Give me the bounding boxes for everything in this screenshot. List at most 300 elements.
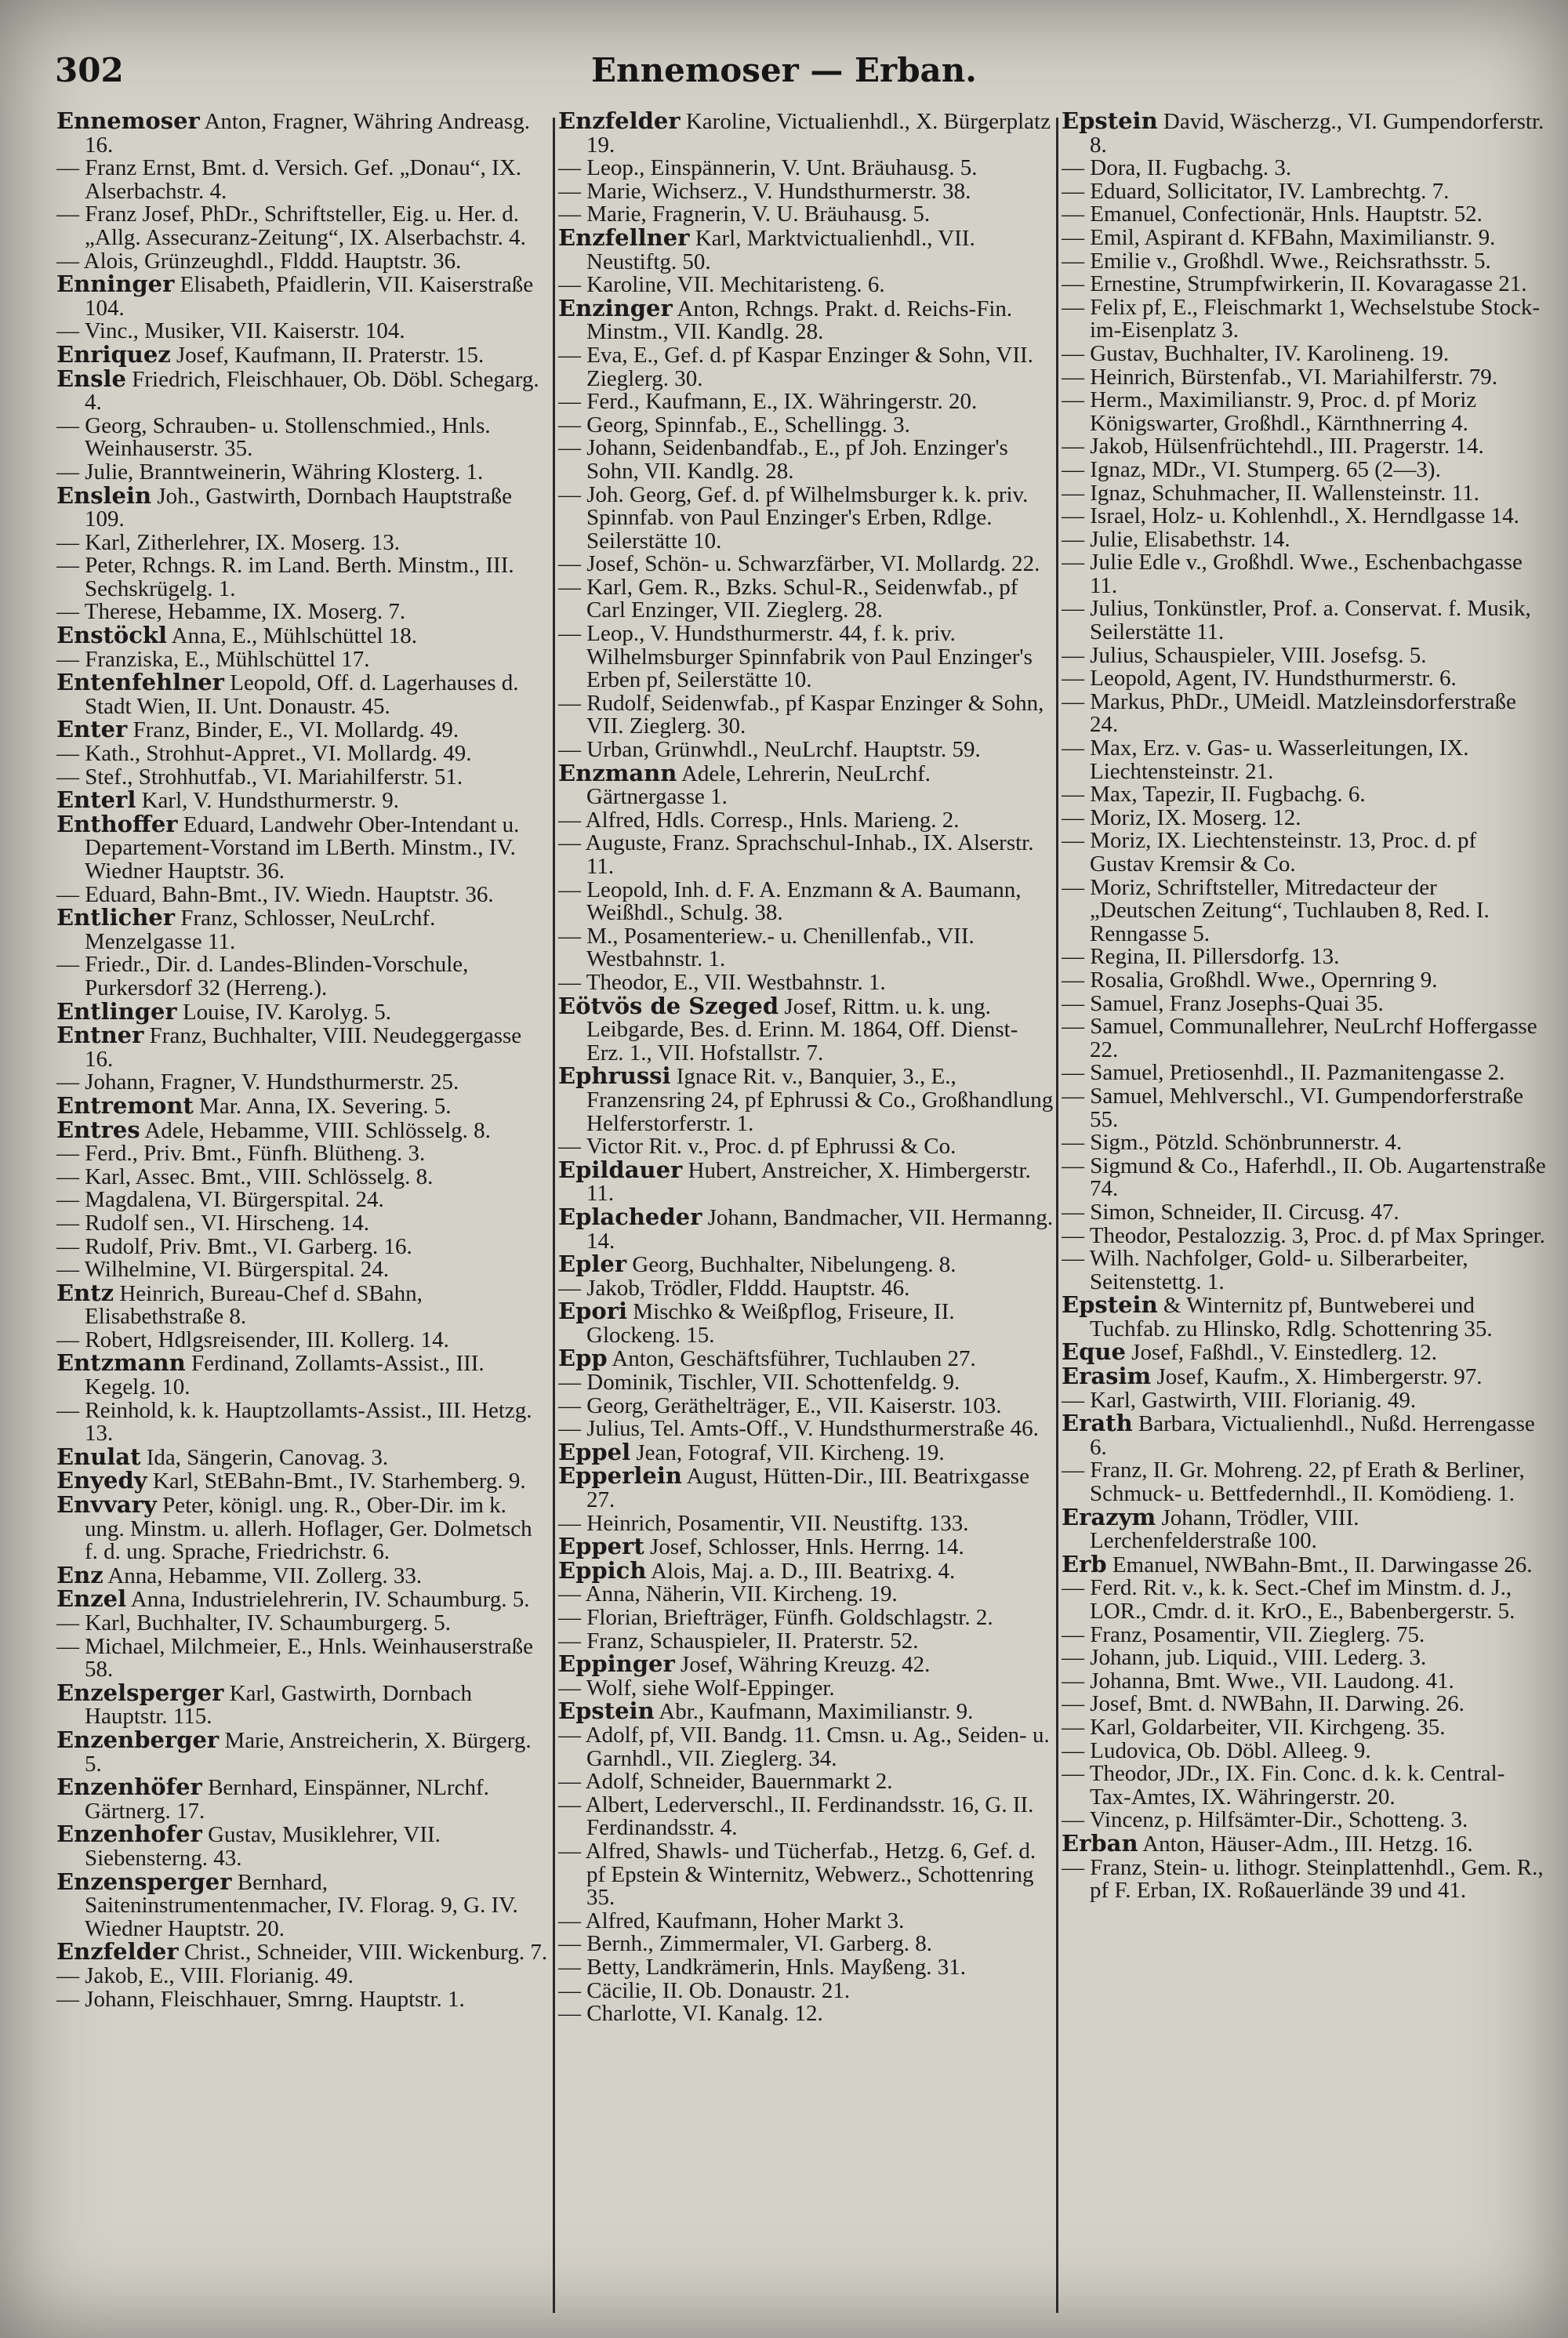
entry-text: — Karl, Assec. Bmt., VIII. Schlösselg. 8. xyxy=(56,1164,434,1189)
directory-entry xyxy=(56,1258,550,1282)
entry-text: — Josef, Bmt. d. NWBahn, II. Darwing. 26. xyxy=(1062,1691,1465,1717)
running-head: Ennemoser — Erban. xyxy=(591,51,977,89)
directory-entry xyxy=(56,1868,550,1941)
directory-entry xyxy=(558,623,1054,692)
entry-text: — Johann, Seidenbandfab., E., pf Joh. Enzinger's Sohn, VII. Kandlg. 28. xyxy=(558,435,1008,484)
entry-text: — Betty, Landkrämerin, Hnls. Mayßeng. 31. xyxy=(558,1954,967,1980)
directory-entry xyxy=(56,1443,550,1470)
directory-entry xyxy=(56,881,550,907)
directory-entry xyxy=(1062,597,1546,644)
column-rule xyxy=(553,118,555,2313)
entry-text: — Wolf, siehe Wolf-Eppinger. xyxy=(558,1675,835,1701)
directory-entry xyxy=(1062,1131,1546,1155)
entry-text: — Bernh., Zimmermaler, VI. Garberg. 8. xyxy=(558,1931,932,1957)
entry-text: Adele, Lehrerin, NeuLrchf. Gärtnergasse 1. xyxy=(586,761,931,810)
directory-entry xyxy=(558,1135,1054,1159)
surname-heading: Enzelsperger xyxy=(56,1679,224,1706)
directory-entry xyxy=(56,1988,550,2012)
surname-heading: Erazym xyxy=(1062,1503,1156,1530)
entry-text: Anton, Häuser-Adm., III. Hetzg. 16. xyxy=(1138,1831,1473,1857)
entry-text: — Julius, Schauspieler, VIII. Josefsg. 5. xyxy=(1062,642,1427,668)
entry-text: Karl, Gastwirth, Dornbach Hauptstr. 115. xyxy=(85,1680,472,1730)
surname-heading: Epori xyxy=(558,1298,628,1325)
entry-text: — Johann, Fragner, V. Hundsthurmerstr. 25. xyxy=(56,1069,459,1095)
entry-text: — Julie Edle v., Großhdl. Wwe., Eschenbachgasse 11. xyxy=(1062,550,1523,598)
directory-entry xyxy=(1062,551,1546,597)
entry-text: — Moriz, IX. Liechtensteinstr. 13, Proc. d. pf Gustav Kremsir & Co. xyxy=(1062,828,1477,877)
entry-text: — Julie, Elisabethstr. 14. xyxy=(1062,526,1290,552)
surname-heading: Enninger xyxy=(56,270,175,298)
directory-entry xyxy=(1062,250,1546,274)
directory-entry xyxy=(56,1233,550,1259)
entry-text: — Rudolf, Priv. Bmt., VI. Garberg. 16. xyxy=(56,1233,412,1259)
entry-text: — Kath., Strohhut-Appret., VI. Mollardg. 49. xyxy=(56,741,472,767)
entry-text: David, Wäscherzg., VI. Gumpendorferstr. 8. xyxy=(1090,110,1544,158)
entry-text: Eduard, Landwehr Ober-Intendant u. Departement-Vorstand im LBerth. Minstm., IV. Wiedner Hauptstr. 36. xyxy=(85,811,520,884)
entry-text: — Heinrich, Bürstenfab., VI. Mariahilferstr. 79. xyxy=(1062,364,1497,390)
entry-text: — Anna, Näherin, VII. Kircheng. 19. xyxy=(558,1581,898,1607)
directory-entry xyxy=(558,1556,1054,1584)
entry-text: Elisabeth, Pfaidlerin, VII. Kaiserstraße 104. xyxy=(85,272,534,321)
column-left xyxy=(56,110,550,2329)
directory-entry xyxy=(1062,1222,1546,1248)
entry-text: Marie, Anstreicherin, X. Bürgerg. 5. xyxy=(85,1727,532,1777)
directory-entry xyxy=(558,759,1054,810)
entry-text: — Ignaz, Schuhmacher, II. Wallensteinstr. 11. xyxy=(1062,480,1479,506)
directory-entry xyxy=(56,1397,550,1447)
directory-entry xyxy=(1062,157,1546,180)
entry-text: — Emanuel, Confectionär, Hnls. Hauptstr. 52. xyxy=(1062,201,1483,227)
entry-text: — Alfred, Kaufmann, Hoher Markt 3. xyxy=(558,1908,905,1933)
surname-heading: Erath xyxy=(1062,1410,1133,1437)
surname-heading: Enzfellner xyxy=(558,223,690,251)
entry-text: — Julius, Tel. Amts-Off., V. Hundsthurmerstraße 46. xyxy=(558,1416,1039,1442)
directory-entry xyxy=(1062,224,1546,250)
entry-text: — Ignaz, MDr., VI. Stumperg. 65 (2—3). xyxy=(1062,456,1441,482)
entry-text: — Florian, Briefträger, Fünfh. Goldschlagstr. 2. xyxy=(558,1605,993,1630)
directory-entry xyxy=(56,529,550,555)
entry-text: — Franziska, E., Mühlschüttel 17. xyxy=(56,646,370,672)
directory-entry xyxy=(1062,1155,1546,1201)
directory-entry xyxy=(558,2002,1054,2026)
entry-text: — Leop., Einspännerin, V. Unt. Bräuhausg. 5. xyxy=(558,155,978,181)
directory-entry xyxy=(558,992,1054,1066)
directory-entry xyxy=(1062,737,1546,783)
directory-entry xyxy=(558,1392,1054,1418)
directory-entry xyxy=(558,1156,1054,1207)
surname-heading: Eppert xyxy=(558,1533,644,1560)
directory-entry xyxy=(558,1650,1054,1678)
directory-entry xyxy=(56,953,550,1000)
directory-entry xyxy=(56,1071,550,1095)
directory-entry xyxy=(558,203,1054,227)
surname-heading: Enslein xyxy=(56,481,152,509)
surname-heading: Enulat xyxy=(56,1443,141,1470)
directory-entry xyxy=(558,832,1054,878)
directory-entry xyxy=(56,1349,550,1400)
directory-entry xyxy=(558,1910,1054,1933)
entry-text: Bernhard, Einspänner, NLrchf. Gärtnerg. 17. xyxy=(85,1775,489,1824)
entry-text: — Samuel, Franz Josephs-Quai 35. xyxy=(1062,990,1384,1016)
entry-text: — Joh. Georg, Gef. d. pf Wilhelmsburger k. k. priv. Spinnfab. von Paul Enzinger's Erben, Rdlge. Seilerstätte 10. xyxy=(558,481,1029,554)
directory-entry xyxy=(1062,1693,1546,1716)
entry-text: Joh., Gastwirth, Dornbach Hauptstraße 109. xyxy=(85,483,512,532)
directory-entry xyxy=(1062,296,1546,343)
entry-text: — Urban, Grünwhdl., NeuLrchf. Hauptstr. 59. xyxy=(558,737,981,763)
entry-text: Karl, Marktvictualienhdl., VII. Neustiftg. 50. xyxy=(586,225,975,274)
surname-heading: Epstein xyxy=(558,1697,655,1725)
entry-text: — Ludovica, Ob. Döbl. Alleeg. 9. xyxy=(1062,1737,1371,1763)
directory-entry xyxy=(558,1371,1054,1395)
entry-text: — Jakob, E., VIII. Florianig. 49. xyxy=(56,1962,354,1988)
entry-text: — Eduard, Sollicitator, IV. Lambrechtg. 7. xyxy=(1062,178,1450,204)
directory-entry xyxy=(56,1823,550,1870)
directory-entry xyxy=(56,412,550,462)
entry-text: — Albert, Lederverschl., II. Ferdinandsstr. 16, G. II. Ferdinandsstr. 4. xyxy=(558,1792,1034,1841)
directory-entry xyxy=(56,1116,550,1143)
entry-text: — Gustav, Buchhalter, IV. Karolineng. 19. xyxy=(1062,340,1450,366)
directory-entry xyxy=(1062,1459,1546,1505)
entry-text: — Markus, PhDr., UMeidl. Matzleinsdorferstraße 24. xyxy=(1062,688,1516,738)
entry-text: Leopold, Off. d. Lagerhauses d. Stadt Wien, II. Unt. Donaustr. 45. xyxy=(85,670,519,719)
entry-text: Heinrich, Bureau-Chef d. SBahn, Elisabethstraße 8. xyxy=(85,1280,423,1330)
directory-entry xyxy=(56,648,550,672)
directory-entry xyxy=(1062,505,1546,528)
entry-text: Josef, Faßhdl., V. Einstedlerg. 12. xyxy=(1125,1340,1438,1366)
directory-entry xyxy=(56,1189,550,1212)
entry-text: — Samuel, Pretiosenhdl., II. Pazmanitengasse 2. xyxy=(1062,1060,1505,1086)
surname-heading: Entlicher xyxy=(56,904,176,931)
entry-text: — Regina, II. Pillersdorfg. 13. xyxy=(1062,944,1340,970)
entry-text: Anton, Geschäftsführer, Tuchlauben 27. xyxy=(607,1346,976,1372)
surname-heading: Enstöckl xyxy=(56,622,168,649)
surname-heading: Enterl xyxy=(56,786,136,814)
directory-entry xyxy=(56,1726,550,1777)
directory-entry xyxy=(558,1956,1054,1980)
entry-text: — Charlotte, VI. Kanalg. 12. xyxy=(558,2001,823,2027)
directory-entry xyxy=(558,1933,1054,1956)
surname-heading: Epler xyxy=(558,1251,627,1278)
entry-text: Christ., Schneider, VIII. Wickenburg. 7. xyxy=(178,1940,548,1966)
directory-entry xyxy=(558,879,1054,925)
entry-text: Ferdinand, Zollamts-Assist., III. Kegelg. 10. xyxy=(85,1351,485,1400)
directory-entry xyxy=(56,1962,550,1988)
surname-heading: Enzensperger xyxy=(56,1868,232,1895)
directory-entry xyxy=(1062,990,1546,1016)
entry-text: — Johann, jub. Liquid., VIII. Lederg. 3. xyxy=(1062,1645,1427,1671)
entry-text: Alois, Maj. a. D., III. Beatrixg. 4. xyxy=(646,1558,956,1584)
surname-heading: Enzel xyxy=(56,1585,127,1613)
directory-entry xyxy=(56,554,550,601)
entry-text: Anna, E., Mühlschüttel 18. xyxy=(167,623,418,649)
directory-entry xyxy=(558,1203,1054,1254)
surname-heading: Ennemoser xyxy=(56,110,200,134)
directory-entry xyxy=(56,157,550,203)
directory-entry xyxy=(1062,1412,1546,1459)
entry-text: — Adolf, Schneider, Bauernmarkt 2. xyxy=(558,1769,893,1795)
surname-heading: Entz xyxy=(56,1279,114,1306)
directory-entry xyxy=(558,1794,1054,1840)
entry-text: — Dora, II. Fugbachg. 3. xyxy=(1062,155,1292,181)
directory-entry xyxy=(1062,1550,1546,1577)
entry-text: Friedrich, Fleischhauer, Ob. Döbl. Schegarg. 4. xyxy=(85,366,539,416)
directory-entry xyxy=(558,576,1054,623)
entry-text: — Theodor, Pestalozzig. 3, Proc. d. pf Max Springer. xyxy=(1062,1222,1545,1248)
directory-entry xyxy=(1062,644,1546,668)
directory-entry xyxy=(1062,389,1546,435)
directory-entry xyxy=(1062,1763,1546,1809)
entry-text: — Adolf, pf, VII. Bandg. 11. Cmsn. u. Ag., Seiden- u. Garnhdl., VII. Zieglerg. 34. xyxy=(558,1722,1050,1771)
entry-text: Barbara, Victualienhdl., Nußd. Herrengasse 6. xyxy=(1090,1411,1535,1460)
entry-text: Anton, Rchngs. Prakt. d. Reichs-Fin. Minstm., VII. Kandlg. 28. xyxy=(586,296,1013,345)
surname-heading: Erasim xyxy=(1062,1363,1152,1390)
directory-entry xyxy=(558,1347,1054,1371)
entry-text: — Therese, Hebamme, IX. Moserg. 7. xyxy=(56,599,406,625)
directory-entry xyxy=(558,1606,1054,1630)
directory-entry xyxy=(558,1770,1054,1794)
entry-text: — Karl, Buchhalter, IV. Schaumburgerg. 5. xyxy=(56,1610,452,1636)
column-rule xyxy=(1056,118,1058,2313)
directory-entry xyxy=(56,1279,550,1330)
directory-entry xyxy=(1062,1646,1546,1670)
directory-entry xyxy=(558,809,1054,833)
directory-entry xyxy=(56,671,550,718)
directory-entry xyxy=(558,1462,1054,1513)
entry-text: Josef, Schlosser, Hnls. Herrng. 14. xyxy=(644,1534,964,1560)
surname-heading: Eötvös de Szeged xyxy=(558,992,779,1019)
entry-text: Franz, Buchhalter, VIII. Neudeggergasse 16. xyxy=(85,1023,522,1072)
directory-entry xyxy=(558,223,1054,274)
entry-text: — Auguste, Franz. Sprachschul-Inhab., IX. Alserstr. 11. xyxy=(558,830,1034,879)
directory-entry xyxy=(558,925,1054,971)
directory-entry xyxy=(56,365,550,416)
entry-text: — Jakob, Trödler, Flddd. Hauptstr. 46. xyxy=(558,1275,910,1301)
directory-entry xyxy=(56,1469,550,1494)
surname-heading: Erban xyxy=(1062,1829,1138,1857)
entry-text: — Karoline, VII. Mechitaristeng. 6. xyxy=(558,272,885,298)
entry-text: Anna, Industrielehrerin, IV. Schaumburg. 5. xyxy=(126,1587,530,1613)
directory-entry xyxy=(1062,456,1546,482)
directory-entry xyxy=(558,1630,1054,1654)
entry-text: — Max, Tapezir, II. Fugbachg. 6. xyxy=(1062,782,1366,808)
directory-entry xyxy=(56,203,550,249)
entry-text: — Ferd., Kaufmann, E., IX. Währingerstr. 20. xyxy=(558,389,978,415)
surname-heading: Entenfehlner xyxy=(56,669,224,696)
entry-text: — Georg, Schrauben- u. Stollenschmied., Hnls. Weinhauserstr. 35. xyxy=(56,412,491,462)
entry-text: — Max, Erz. v. Gas- u. Wasserleitungen, IX. Liechtensteinstr. 21. xyxy=(1062,735,1469,784)
directory-entry xyxy=(1062,1829,1546,1857)
directory-entry xyxy=(56,786,550,814)
directory-entry xyxy=(1062,1015,1546,1062)
directory-entry xyxy=(558,1438,1054,1465)
entry-text: Josef, Kaufmann, II. Praterstr. 15. xyxy=(170,342,485,368)
surname-heading: Epp xyxy=(558,1345,608,1372)
entry-text: — Karl, Zitherlehrer, IX. Moserg. 13. xyxy=(56,529,401,555)
entry-text: — Victor Rit. v., Proc. d. pf Ephrussi & Co. xyxy=(558,1134,956,1160)
directory-entry xyxy=(1062,273,1546,296)
entry-text: Peter, königl. ung. R., Ober-Dir. im k. ung. Minstm. u. allerh. Hoflager, Ger. Dolmetsch f. d. ung. Sprache, Friedrichstr. 6. xyxy=(85,1493,532,1565)
surname-heading: Enzenhofer xyxy=(56,1821,202,1848)
entry-text: August, Hütten-Dir., III. Beatrixgasse 27. xyxy=(586,1464,1029,1513)
surname-heading: Epildauer xyxy=(558,1156,683,1183)
directory-entry xyxy=(56,810,550,884)
entry-text: — Jakob, Hülsenfrüchtehdl., III. Pragerstr. 14. xyxy=(1062,434,1484,459)
directory-entry xyxy=(1062,1365,1546,1389)
entry-text: Georg, Buchhalter, Nibelungeng. 8. xyxy=(626,1252,956,1278)
column-right xyxy=(1062,110,1546,2329)
directory-entry xyxy=(558,553,1054,576)
directory-entry xyxy=(56,1773,550,1824)
directory-entry xyxy=(558,157,1054,180)
entry-text: Johann, Trödler, VIII. Lerchenfelderstraße 100. xyxy=(1090,1505,1359,1554)
entry-text: — Ernestine, Strumpfwirkerin, II. Kovaragasse 21. xyxy=(1062,271,1527,297)
entry-text: — Karl, Gem. R., Bzks. Schul-R., Seidenwfab., pf Carl Enzinger, VII. Zieglerg. 28. xyxy=(558,574,1018,623)
entry-text: — Magdalena, VI. Bürgerspital. 24. xyxy=(56,1187,384,1213)
entry-text: — Felix pf, E., Fleischmarkt 1, Wechselstube Stock-im-Eisenplatz 3. xyxy=(1062,294,1541,343)
directory-entry xyxy=(56,461,550,485)
directory-entry xyxy=(56,766,550,790)
directory-entry xyxy=(558,692,1054,739)
surname-heading: Erb xyxy=(1062,1550,1107,1577)
entry-text: — Josef, Schön- u. Schwarzfärber, VI. Mollardg. 22. xyxy=(558,551,1040,577)
entry-text: — Reinhold, k. k. Hauptzollamts-Assist., III. Hetzg. 13. xyxy=(56,1397,532,1447)
directory-entry xyxy=(56,718,550,742)
entry-text: Anton, Fragner, Währing Andreasg. 16. xyxy=(85,110,530,158)
directory-entry xyxy=(1062,1503,1546,1554)
entry-text: — Franz, Schauspieler, II. Praterstr. 52. xyxy=(558,1628,919,1654)
entry-text: — Alois, Grünzeughdl., Flddd. Hauptstr. 36. xyxy=(56,248,462,274)
entry-text: & Winternitz pf, Buntweberei und Tuchfab. zu Hlinsko, Rdlg. Schottenring 35. xyxy=(1090,1293,1493,1341)
directory-entry xyxy=(56,320,550,343)
entry-text: Hubert, Anstreicher, X. Himbergerstr. 11. xyxy=(586,1157,1031,1207)
directory-entry xyxy=(56,1024,550,1071)
directory-entry xyxy=(1062,203,1546,227)
directory-entry xyxy=(1062,528,1546,552)
surname-heading: Eque xyxy=(1062,1338,1126,1366)
entry-text: — Johanna, Bmt. Wwe., VII. Laudong. 41. xyxy=(1062,1668,1454,1694)
entry-text: — Heinrich, Posamentir, VII. Neustiftg. 133. xyxy=(558,1510,969,1536)
entry-text: — Cäcilie, II. Ob. Donaustr. 21. xyxy=(558,1977,851,2003)
directory-entry xyxy=(56,1585,550,1613)
directory-entry xyxy=(558,1418,1054,1441)
entry-text: — Leopold, Agent, IV. Hundsthurmerstr. 6. xyxy=(1062,666,1457,692)
directory-entry xyxy=(558,1300,1054,1347)
entry-text: — Leopold, Inh. d. F. A. Enzmann & A. Baumann, Weißhdl., Schulg. 38. xyxy=(558,877,1022,926)
entry-text: — Marie, Fragnerin, V. U. Bräuhausg. 5. xyxy=(558,201,931,227)
entry-text: — Ferd. Rit. v., k. k. Sect.-Chef im Minstm. d. J., LOR., Cmdr. d. it. KrO., E., Babenbergerstr. 5. xyxy=(1062,1575,1515,1624)
entry-text: — Eva, E., Gef. d. pf Kaspar Enzinger & Sohn, VII. Zieglerg. 30. xyxy=(558,342,1033,391)
surname-heading: Entremont xyxy=(56,1091,194,1119)
directory-entry xyxy=(1062,110,1546,157)
directory-entry xyxy=(56,624,550,648)
entry-text: — Vincenz, p. Hilfsämter-Dir., Schotteng. 3. xyxy=(1062,1807,1468,1833)
directory-entry xyxy=(1062,1201,1546,1225)
directory-entry xyxy=(56,906,550,953)
entry-text: — Georg, Spinnfab., E., Schellingg. 3. xyxy=(558,412,910,437)
entry-text: Josef, Währing Kreuzg. 42. xyxy=(674,1652,931,1678)
entry-text: — Franz Josef, PhDr., Schriftsteller, Eig. u. Her. d. „Allg. Assecuranz-Zeitung“, IX. Alserbachstr. 4. xyxy=(56,201,526,250)
entry-text: — Wilh. Nachfolger, Gold- u. Silberarbeiter, Seitenstettg. 1. xyxy=(1062,1246,1468,1294)
directory-entry xyxy=(56,1679,550,1730)
directory-entry xyxy=(558,437,1054,483)
directory-entry xyxy=(56,1491,550,1565)
surname-heading: Entner xyxy=(56,1022,144,1049)
entry-text: Johann, Bandmacher, VII. Hermanng. 14. xyxy=(586,1204,1054,1254)
surname-heading: Epstein xyxy=(1062,110,1158,134)
entry-text: — Marie, Wichserz., V. Hundsthurmerstr. 38. xyxy=(558,178,971,204)
entry-text: — Georg, Geräthelträger, E., VII. Kaiserstr. 103. xyxy=(558,1392,1002,1418)
directory-entry xyxy=(56,270,550,321)
directory-entry xyxy=(558,1977,1054,2003)
surname-heading: Ensle xyxy=(56,365,126,392)
entry-text: — Franz, II. Gr. Mohreng. 22, pf Erath & Berliner, Schmuck- u. Bettfedernhdl., II. Komödieng. 1. xyxy=(1062,1458,1525,1507)
surname-heading: Enzmann xyxy=(558,759,677,786)
directory-entry xyxy=(1062,874,1546,946)
directory-entry xyxy=(558,110,1054,157)
directory-entry xyxy=(1062,1085,1546,1131)
directory-entry xyxy=(56,250,550,274)
entry-text: — Rudolf sen., VI. Hirscheng. 14. xyxy=(56,1210,369,1236)
directory-entry xyxy=(1062,180,1546,204)
entry-text: Adele, Hebamme, VIII. Schlösselg. 8. xyxy=(140,1117,491,1143)
entry-text: — Franz Ernst, Bmt. d. Versich. Gef. „Donau“, IX. Alserbachstr. 4. xyxy=(56,155,522,204)
directory-entry xyxy=(558,1583,1054,1606)
entry-text: — Michael, Milchmeier, E., Hnls. Weinhauserstraße 58. xyxy=(56,1633,534,1683)
directory-entry xyxy=(558,274,1054,297)
entry-text: — M., Posamenteriew.- u. Chenillenfab., VII. Westbahnstr. 1. xyxy=(558,923,975,972)
directory-entry xyxy=(558,180,1054,204)
directory-entry xyxy=(1062,1854,1546,1904)
directory-entry xyxy=(1062,667,1546,691)
entry-text: — Alfred, Shawls- und Tücherfab., Hetzg. 6, Gef. d. pf Epstein & Winternitz, Webwerz., Schottenring 35. xyxy=(558,1838,1036,1911)
entry-text: Ida, Sängerin, Canovag. 3. xyxy=(140,1444,389,1470)
directory-entry xyxy=(558,739,1054,762)
directory-entry xyxy=(558,971,1054,995)
entry-text: — Vinc., Musiker, VII. Kaiserstr. 104. xyxy=(56,318,405,344)
directory-entry xyxy=(558,1512,1054,1536)
surname-heading: Enz xyxy=(56,1561,103,1588)
directory-entry xyxy=(558,1697,1054,1725)
entry-text: — Herm., Maximilianstr. 9, Proc. d. pf Moriz Königswarter, Großhdl., Kärnthnerring 4. xyxy=(1062,387,1477,436)
directory-entry xyxy=(1062,1737,1546,1763)
entry-text: Karl, V. Hundsthurmerstr. 9. xyxy=(136,788,399,814)
directory-entry xyxy=(1062,1338,1546,1366)
entry-text: — Simon, Schneider, II. Circusg. 47. xyxy=(1062,1199,1399,1225)
directory-entry xyxy=(1062,435,1546,459)
directory-entry xyxy=(56,601,550,624)
directory-entry xyxy=(1062,783,1546,807)
entry-text: — Leop., V. Hundsthurmerstr. 44, f. k. priv. Wilhelmsburger Spinnfabrik von Paul Enzinger's Erben pf, Seilerstätte 10. xyxy=(558,621,1033,693)
directory-entry xyxy=(558,1724,1054,1770)
surname-heading: Entres xyxy=(56,1116,140,1143)
directory-entry xyxy=(1062,1670,1546,1694)
directory-entry xyxy=(1062,1062,1546,1085)
directory-entry xyxy=(1062,482,1546,506)
entry-text: Ignace Rit. v., Banquier, 3., E., Franzensring 24, pf Ephrussi & Co., Großhandlung Helferstorferstr. 1. xyxy=(586,1064,1054,1136)
directory-entry xyxy=(56,1142,550,1166)
entry-text: — Moriz, IX. Moserg. 12. xyxy=(1062,804,1301,830)
directory-entry xyxy=(56,340,550,368)
directory-entry xyxy=(558,1062,1054,1136)
entry-text: Gustav, Musiklehrer, VII. Siebensterng. 43. xyxy=(85,1822,441,1871)
entry-text: Josef, Rittm. u. k. ung. Leibgarde, Bes. d. Erinn. M. 1864, Off. Dienst-Erz. 1., VII. Hofstallstr. 7. xyxy=(586,993,1018,1066)
directory-entry xyxy=(1062,340,1546,366)
directory-entry xyxy=(558,1840,1054,1910)
directory-entry xyxy=(1062,1291,1546,1341)
directory-entry xyxy=(56,1212,550,1236)
surname-heading: Enzenhöfer xyxy=(56,1773,202,1801)
surname-heading: Eplacheder xyxy=(558,1203,702,1230)
